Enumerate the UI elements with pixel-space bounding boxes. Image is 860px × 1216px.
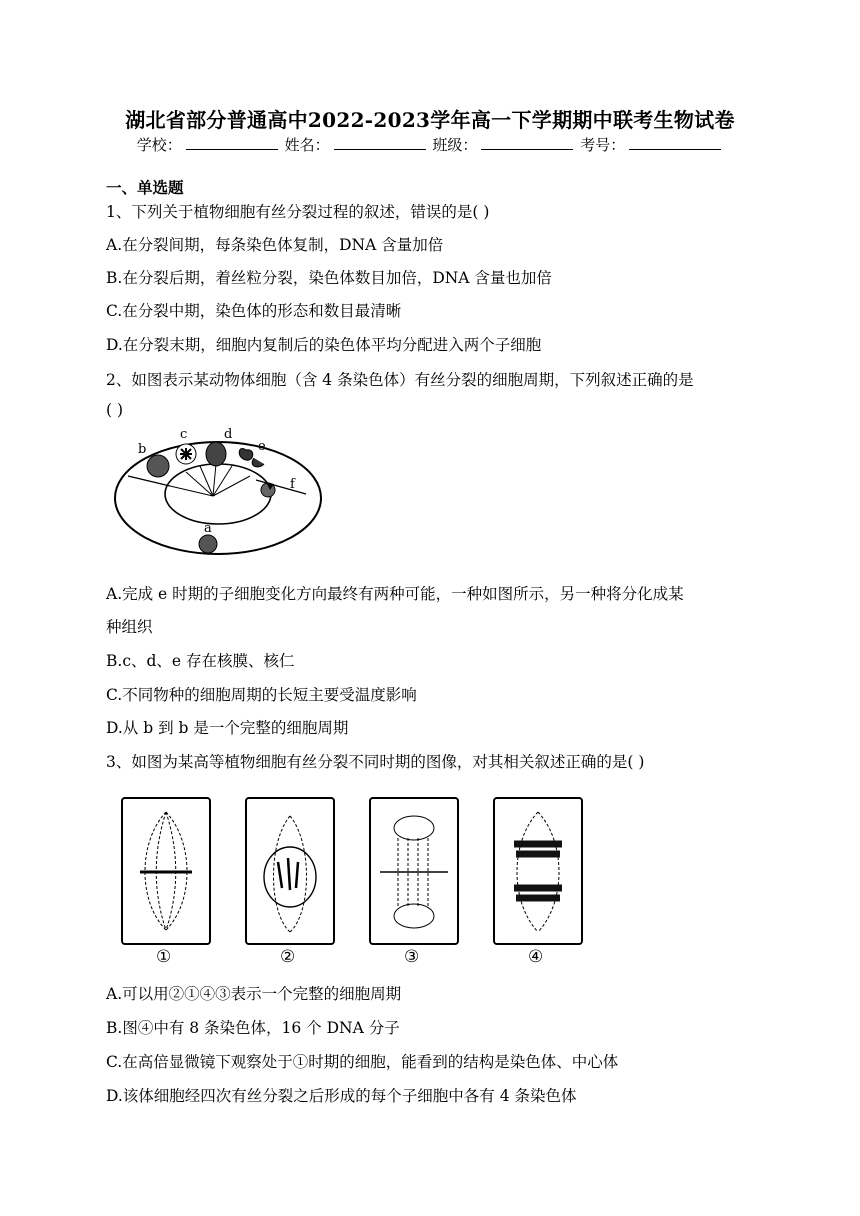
label-e: e	[258, 439, 266, 454]
panel-2-label: ②	[280, 947, 296, 967]
q2-stem-line2: ( )	[106, 401, 124, 419]
q2-option-a-line2: 种组织	[106, 618, 153, 636]
panel-1-label: ①	[156, 947, 172, 967]
section-heading: 一、单选题	[106, 178, 184, 197]
label-b: b	[138, 442, 147, 457]
school-label: 学校：	[136, 136, 182, 154]
label-c: c	[180, 427, 188, 442]
name-label: 姓名：	[284, 136, 330, 154]
panel-4	[494, 798, 582, 944]
q1-option-a: A.在分裂间期，每条染色体复制，DNA 含量加倍	[106, 236, 444, 254]
exam-number-label: 考号：	[580, 136, 626, 154]
class-blank	[481, 135, 573, 150]
panel-2	[246, 798, 334, 944]
q3-option-b: B.图④中有 8 条染色体，16 个 DNA 分子	[106, 1019, 400, 1037]
q3-option-a: A.可以用②①④③表示一个完整的细胞周期	[106, 985, 402, 1003]
student-info-line	[0, 134, 860, 155]
cell-cycle-figure	[108, 424, 328, 564]
panel-1	[122, 798, 210, 944]
panel-3	[370, 798, 458, 944]
q1-option-d: D.在分裂末期，细胞内复制后的染色体平均分配进入两个子细胞	[106, 336, 542, 354]
class-label: 班级：	[432, 136, 478, 154]
mitosis-stages-figure	[118, 792, 618, 968]
panel-3-label: ③	[404, 947, 420, 967]
label-a: a	[204, 521, 212, 536]
q2-option-c: C.不同物种的细胞周期的长短主要受温度影响	[106, 686, 417, 704]
q1-stem: 1、下列关于植物细胞有丝分裂过程的叙述，错误的是( )	[106, 203, 490, 221]
q3-option-d: D.该体细胞经四次有丝分裂之后形成的每个子细胞中各有 4 条染色体	[106, 1087, 577, 1105]
q1-option-c: C.在分裂中期，染色体的形态和数目最清晰	[106, 302, 402, 320]
school-blank	[186, 135, 278, 150]
q3-option-c: C.在高倍显微镜下观察处于①时期的细胞，能看到的结构是染色体、中心体	[106, 1053, 619, 1071]
q3-stem: 3、如图为某高等植物细胞有丝分裂不同时期的图像，对其相关叙述正确的是( )	[106, 753, 645, 771]
q2-option-b: B.c、d、e 存在核膜、核仁	[106, 652, 295, 670]
exam-number-blank	[629, 135, 721, 150]
page-title: 湖北省部分普通高中2022-2023学年高一下学期期中联考生物试卷	[125, 108, 735, 132]
panel-4-label: ④	[528, 947, 544, 967]
q1-option-b: B.在分裂后期，着丝粒分裂，染色体数目加倍，DNA 含量也加倍	[106, 269, 552, 287]
q2-stem-line1: 2、如图表示某动物体细胞（含 4 条染色体）有丝分裂的细胞周期，下列叙述正确的是	[106, 371, 694, 389]
label-d: d	[224, 427, 233, 442]
label-f: f	[290, 477, 295, 492]
q2-option-d: D.从 b 到 b 是一个完整的细胞周期	[106, 719, 349, 737]
q2-option-a-line1: A.完成 e 时期的子细胞变化方向最终有两种可能，一种如图所示，另一种将分化成某	[106, 585, 684, 603]
name-blank	[334, 135, 426, 150]
